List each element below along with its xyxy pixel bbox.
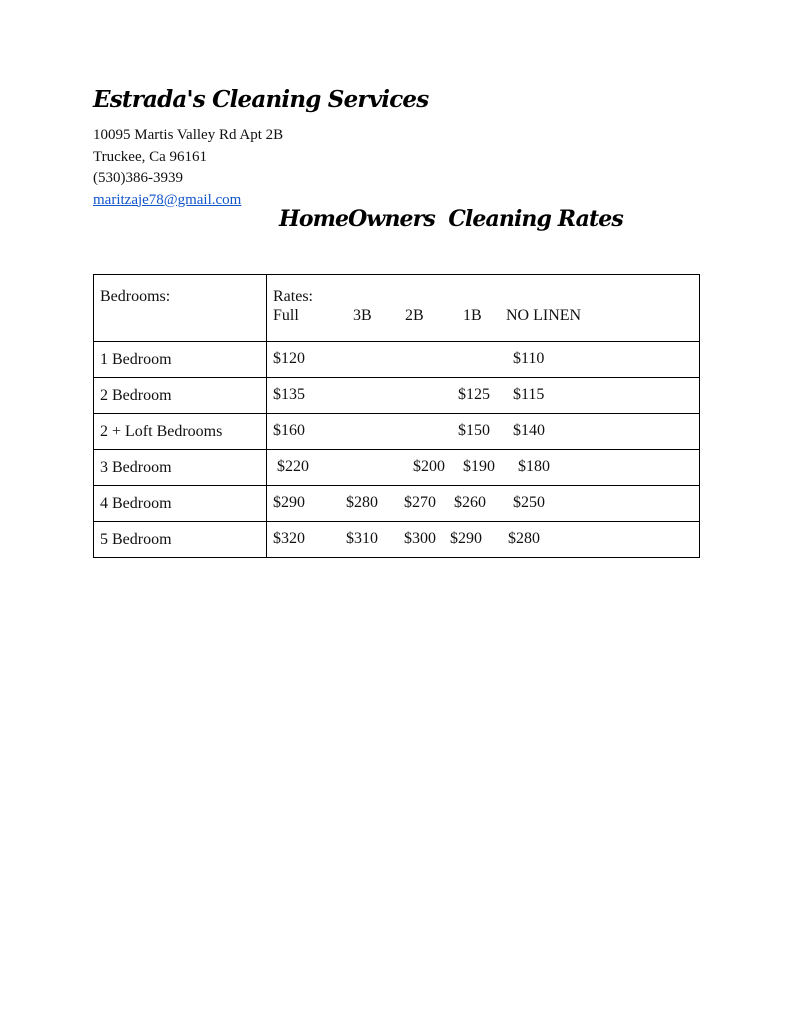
- price-3b: $310: [346, 529, 378, 547]
- table-header-row: [94, 275, 700, 342]
- subheader-2b: 2B: [405, 307, 424, 324]
- address-line-2: Truckee, Ca 96161: [93, 148, 208, 165]
- subheader-3b: 3B: [353, 307, 372, 324]
- bedroom-label: 1 Bedroom: [94, 342, 267, 378]
- table-row: [94, 414, 700, 450]
- price-no-linen: $280: [508, 529, 540, 547]
- table-row: [94, 486, 700, 522]
- rates-table: [93, 274, 700, 558]
- price-full: $135: [273, 385, 305, 403]
- price-full: $160: [273, 421, 305, 439]
- price-cell: [267, 450, 700, 486]
- price-no-linen: $140: [513, 421, 545, 439]
- subheader-1b: 1B: [463, 307, 482, 324]
- table-row: [94, 522, 700, 558]
- price-2b: $270: [404, 493, 436, 511]
- price-full: $320: [273, 529, 305, 547]
- price-no-linen: $180: [518, 457, 550, 475]
- rates-header-cell: [267, 275, 700, 342]
- price-full: $120: [273, 349, 305, 367]
- table-row: [94, 450, 700, 486]
- price-cell: [267, 342, 700, 378]
- subheader-full: Full: [273, 307, 299, 324]
- bedroom-label: 2 Bedroom: [94, 378, 267, 414]
- rates-title: HomeOwners Cleaning Rates: [279, 206, 623, 232]
- table-row: [94, 378, 700, 414]
- bedroom-label: 3 Bedroom: [94, 450, 267, 486]
- rates-subheader-line: [273, 306, 699, 326]
- price-no-linen: $115: [513, 385, 545, 403]
- rates-header: Rates:: [273, 288, 313, 305]
- price-no-linen: $110: [513, 349, 545, 367]
- bedrooms-header-cell: [94, 275, 267, 342]
- bedrooms-header: Bedrooms:: [100, 288, 171, 305]
- table-row: [94, 342, 700, 378]
- phone-number: (530)386-3939: [93, 170, 183, 186]
- price-cell: [267, 414, 700, 450]
- price-1b: $260: [454, 493, 486, 511]
- contact-info: [93, 125, 283, 211]
- price-1b: $290: [450, 529, 482, 547]
- price-cell: [267, 522, 700, 558]
- price-2b: $300: [404, 529, 436, 547]
- price-1b: $125: [458, 385, 490, 403]
- bedroom-label: 5 Bedroom: [94, 522, 267, 558]
- bedroom-label: 4 Bedroom: [94, 486, 267, 522]
- price-full: $290: [273, 493, 305, 511]
- price-1b: $150: [458, 421, 490, 439]
- email-link[interactable]: maritzaje78@gmail.com: [93, 191, 242, 208]
- price-2b: $200: [413, 457, 445, 475]
- price-full: $220: [277, 457, 309, 475]
- subheader-no-linen: NO LINEN: [506, 307, 582, 324]
- price-no-linen: $250: [513, 493, 545, 511]
- price-3b: $280: [346, 493, 378, 511]
- company-name: Estrada's Cleaning Services: [93, 86, 429, 113]
- bedroom-label: 2 + Loft Bedrooms: [94, 414, 267, 450]
- address-line-1: 10095 Martis Valley Rd Apt 2B: [93, 127, 284, 143]
- price-cell: [267, 486, 700, 522]
- price-1b: $190: [463, 457, 495, 475]
- price-cell: [267, 378, 700, 414]
